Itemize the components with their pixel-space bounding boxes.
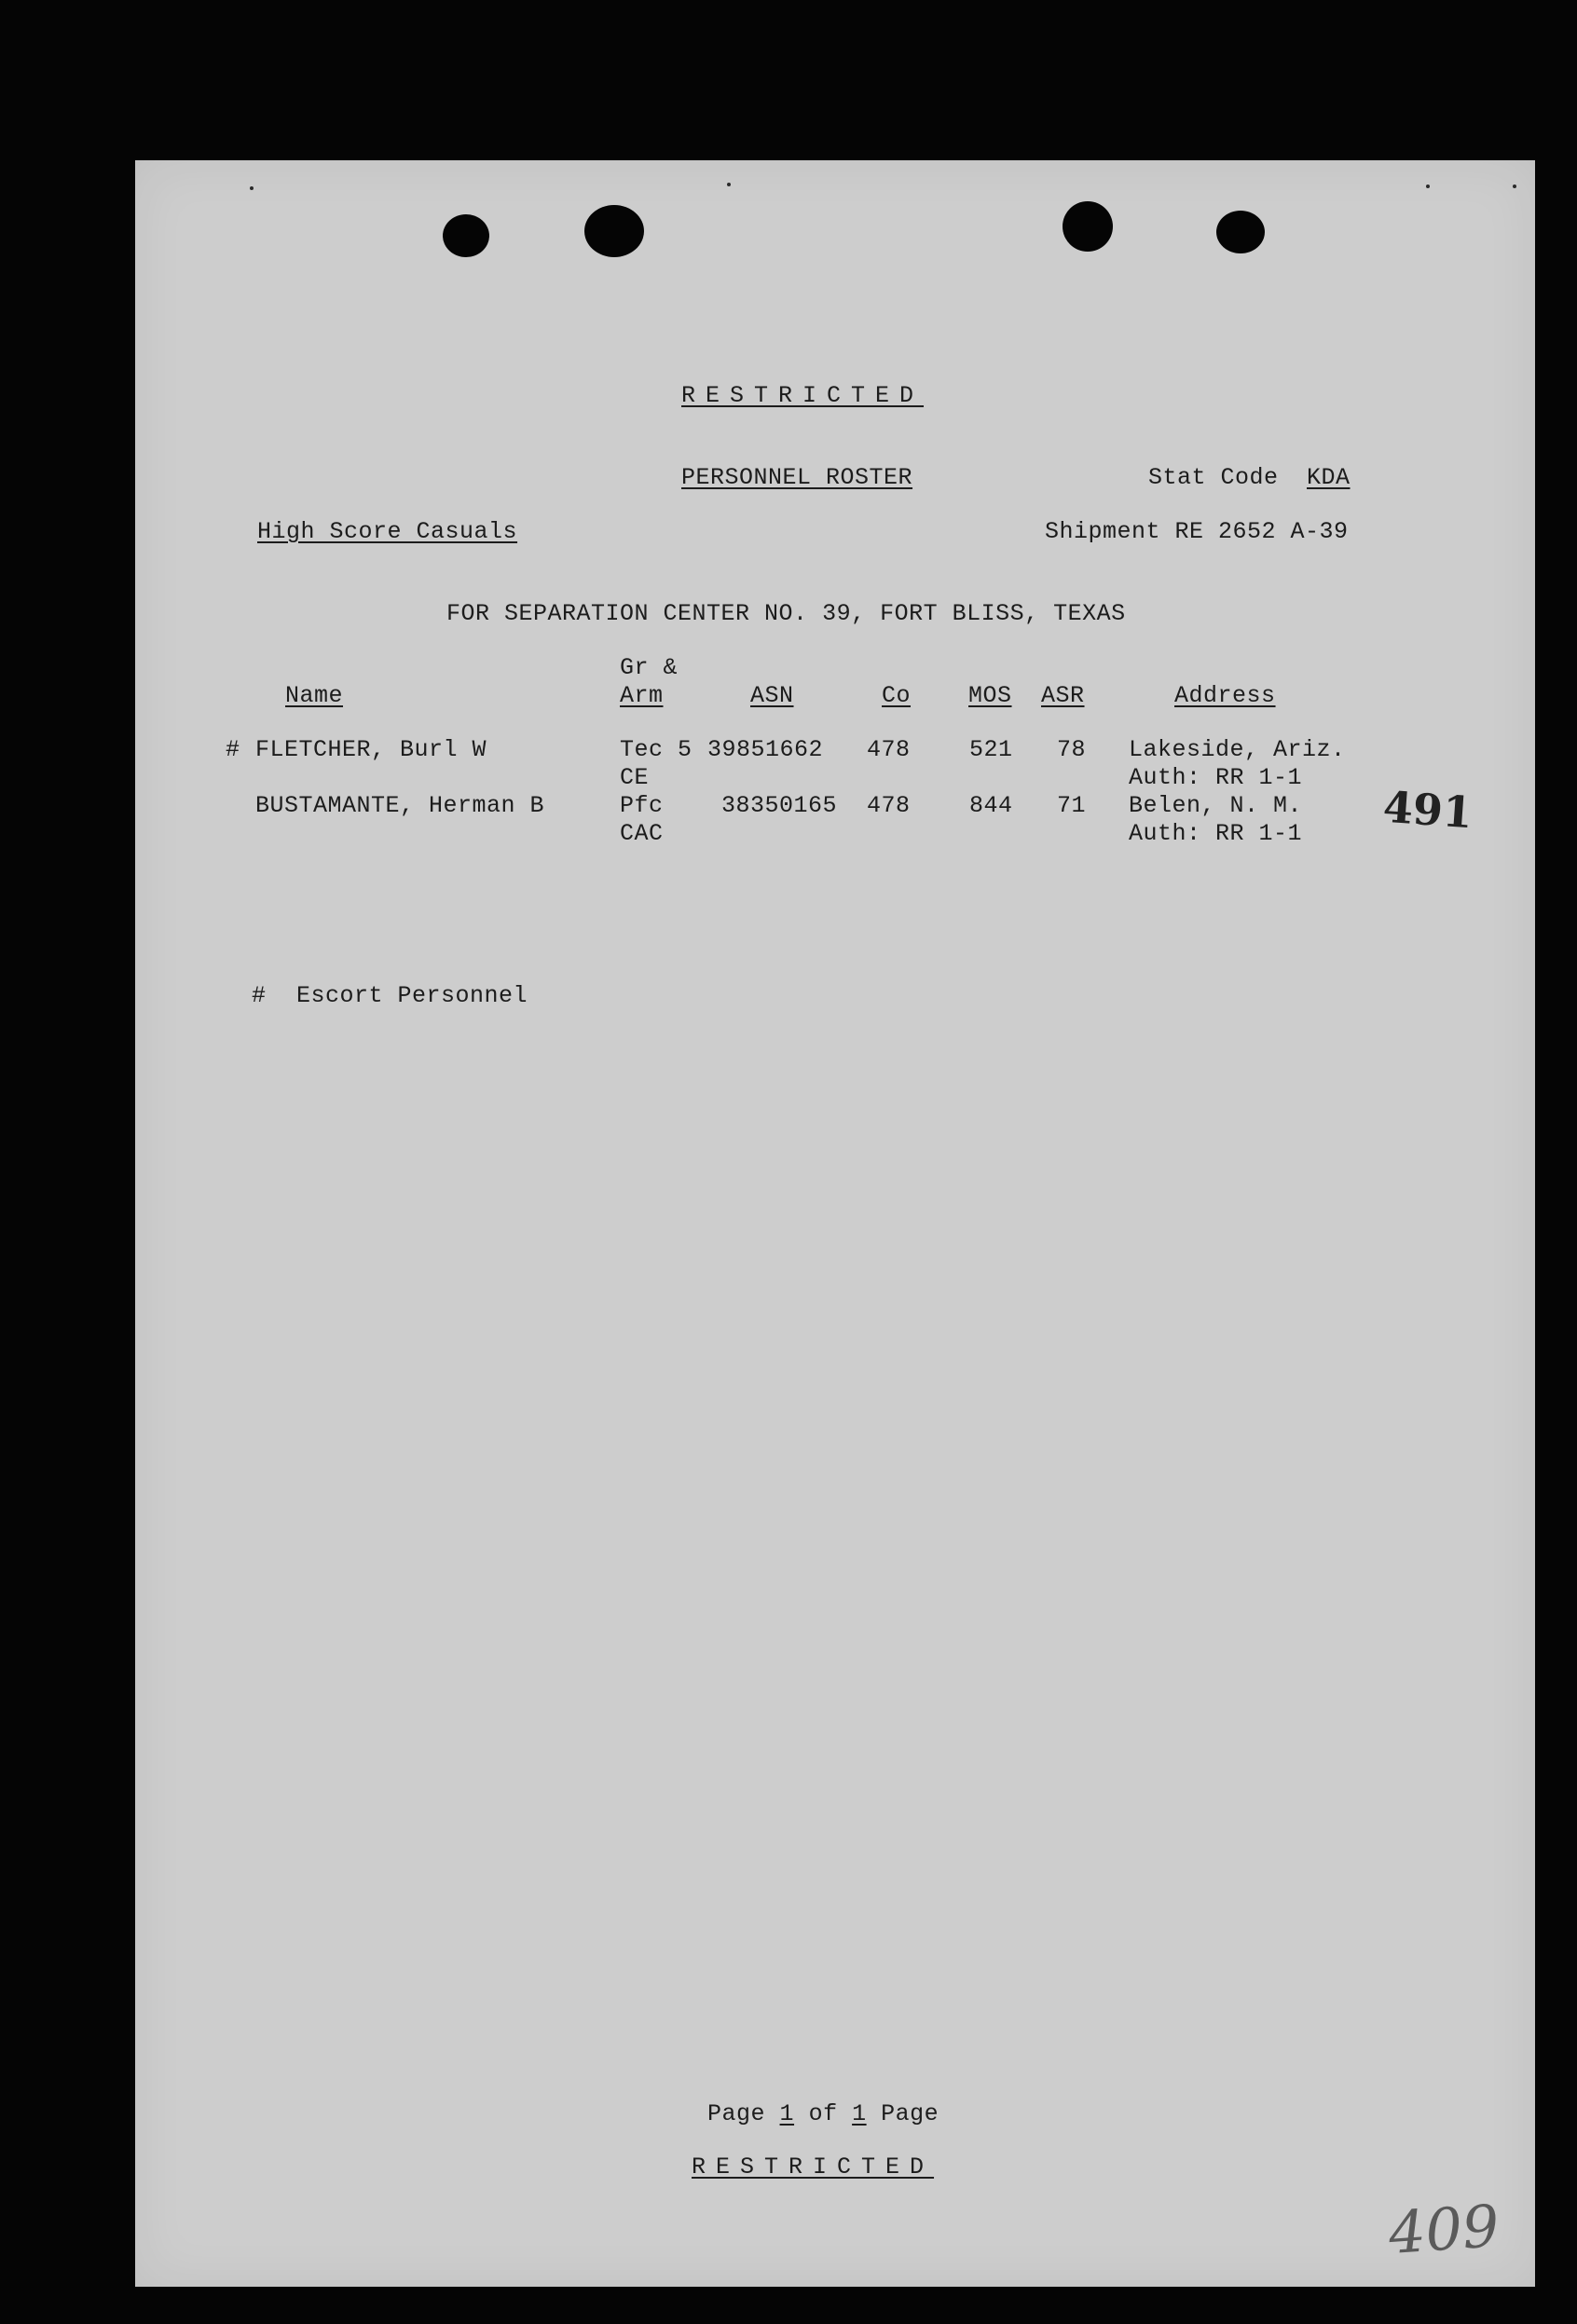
row-mos: 521	[969, 736, 1013, 763]
col-header-co: Co	[882, 682, 912, 709]
punch-hole	[1063, 201, 1113, 252]
punch-hole	[443, 214, 489, 257]
col-header-mos: MOS	[968, 682, 1012, 709]
col-header-asn: ASN	[750, 682, 794, 709]
row-grade: Pfc	[620, 792, 664, 819]
row-grade: Tec 5	[620, 736, 693, 763]
row-asn: 39851662	[707, 736, 824, 763]
row-co: 478	[867, 792, 911, 819]
restricted-heading-bottom: RESTRICTED	[692, 2153, 935, 2180]
row-name: FLETCHER, Burl W	[255, 736, 487, 763]
row-asr: 78	[1057, 736, 1087, 763]
row-arm: CE	[620, 764, 650, 791]
punch-hole	[584, 205, 644, 257]
col-header-grade-line1: Gr &	[620, 654, 679, 681]
handwritten-page-number: 409	[1386, 2191, 1502, 2268]
row-address: Belen, N. M.	[1129, 792, 1303, 819]
group-label: High Score Casuals	[257, 518, 518, 545]
roster-title: PERSONNEL ROSTER	[681, 464, 913, 491]
page-number: Page 1 of 1 Page	[707, 2100, 939, 2127]
row-auth: Auth: RR 1-1	[1129, 764, 1303, 791]
punch-hole	[1216, 211, 1265, 253]
row-mos: 844	[969, 792, 1013, 819]
row-co: 478	[867, 736, 911, 763]
row-asr: 71	[1057, 792, 1087, 819]
stamped-number: 491	[1381, 781, 1474, 839]
row-name: BUSTAMANTE, Herman B	[255, 792, 545, 819]
row-address: Lakeside, Ariz.	[1129, 736, 1346, 763]
col-header-asr: ASR	[1041, 682, 1085, 709]
row-auth: Auth: RR 1-1	[1129, 820, 1303, 847]
stat-code-label: Stat Code	[1148, 464, 1279, 491]
restricted-heading-top: RESTRICTED	[681, 382, 925, 409]
escort-mark: #	[226, 736, 240, 763]
row-arm: CAC	[620, 820, 664, 847]
separation-center-heading: FOR SEPARATION CENTER NO. 39, FORT BLISS, TEXAS	[446, 600, 1126, 627]
shipment-label: Shipment RE 2652 A-39	[1045, 518, 1349, 545]
col-header-grade-line2: Arm	[620, 682, 664, 709]
footnote-text: Escort Personnel	[296, 982, 528, 1009]
footnote-mark: #	[252, 982, 267, 1009]
row-asn: 38350165	[721, 792, 838, 819]
col-header-address: Address	[1174, 682, 1276, 709]
col-header-name: Name	[285, 682, 344, 709]
stat-code-value: KDA	[1307, 464, 1351, 491]
